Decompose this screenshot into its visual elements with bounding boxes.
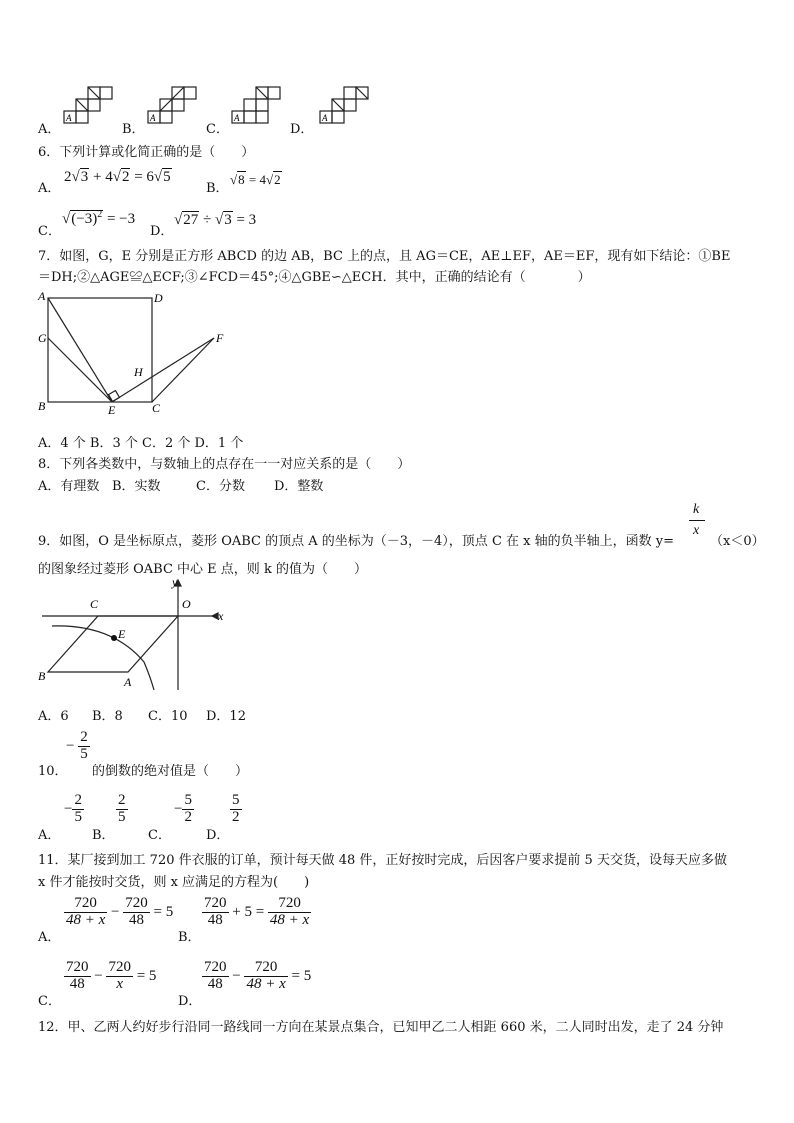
q9-label-x: x	[218, 609, 224, 623]
q9-option-d: D．12	[206, 709, 246, 724]
q7-label-f: F	[216, 331, 224, 345]
q9-frac-bar	[689, 520, 705, 521]
q11-line2: x 件才能按时交货，则 x 应满足的方程为( )	[38, 875, 310, 890]
q10-number: 10．	[38, 764, 68, 779]
q10-option-a-frac: − $\frac{2}{5}$	[64, 792, 82, 825]
q10-stem-num: 2	[80, 729, 88, 745]
q9-label-e: E	[118, 627, 126, 641]
q5-option-d-label: D．	[290, 122, 314, 137]
q9-point-e	[111, 635, 117, 641]
q7-line2: ＝DH;②△AGE≌△ECF;③∠FCD＝45°;④△GBE∽△ECH．其中，正确的结论有（ ）	[38, 270, 591, 285]
q10-option-d-frac: $\frac{5}{2}$	[232, 792, 240, 825]
q5-option-b-label: B．	[122, 122, 145, 137]
q9-line1-a: 9．如图，O 是坐标原点，菱形 OABC 的顶点 A 的坐标为（－3，－4），顶点 C 在 x 轴的负半轴上，函数 y=	[38, 534, 674, 549]
q9-frac-k: k	[693, 502, 700, 517]
q11-option-a-eq: $\frac{720}{48 + x}$ − $\frac{720}{48}$ = 5	[66, 895, 174, 928]
q10-option-b-frac: $\frac{2}{5}$	[118, 792, 126, 825]
q7-options: A．4 个 B．3 个 C．2 个 D．1 个	[38, 436, 244, 451]
q11-option-d-eq: $\frac{720}{48}$ − $\frac{720}{48 + x}$ = 5	[204, 959, 312, 992]
q5-net-b-cell-label: A	[150, 113, 156, 123]
q7-label-a: A	[38, 289, 46, 303]
q7-label-c: C	[152, 401, 161, 415]
q6-option-b-label: B．	[206, 181, 229, 196]
q10-stem-tail: 的倒数的绝对值是（ ）	[92, 764, 249, 779]
q5-net-a	[60, 85, 116, 127]
q5-net-d-cell-label: A	[322, 113, 328, 123]
q6-option-d-expr: √27 ÷ √3 = 3	[174, 212, 257, 228]
q6-option-c-label: C．	[38, 224, 61, 239]
q9-option-b: B．8	[92, 709, 123, 724]
q11-option-c-label: C．	[38, 994, 61, 1009]
q11-option-a-label: A．	[38, 930, 61, 945]
q7-label-b: B	[38, 399, 46, 413]
q8-option-a: A．有理数	[38, 479, 100, 494]
q10-stem-fraction	[66, 730, 90, 763]
q10-option-c-label: C．	[148, 828, 171, 843]
q5-net-d	[316, 85, 372, 127]
q10-option-a-label: A．	[38, 828, 61, 843]
q6-option-a-expr: 2√3 + 4√2 = 6√5	[64, 169, 171, 185]
q7-label-e: E	[108, 403, 116, 417]
q8-option-d: D．整数	[274, 479, 324, 494]
q9-line1-b: （x＜0）	[710, 534, 765, 549]
q11-line1: 11．某厂接到加工 720 件衣服的订单，预计每天做 48 件，正好按时完成，后因客户要求提前 5 天交货，设每天应多做	[38, 853, 727, 868]
q7-label-h: H	[134, 365, 143, 379]
q9-option-c: C．10	[148, 709, 188, 724]
q5-option-a-label: A．	[38, 122, 61, 137]
q8-stem: 8．下列各类数中，与数轴上的点存在一一对应关系的是（ ）	[38, 457, 411, 472]
q6-stem: 6．下列计算或化简正确的是（ ）	[38, 145, 255, 160]
q10-stem-den: 5	[80, 745, 88, 762]
q10-option-b-label: B．	[92, 828, 115, 843]
q10-stem-sign: −	[66, 737, 75, 754]
q9-label-y: y	[172, 576, 178, 589]
q9-label-b: B	[38, 669, 46, 683]
q5-net-c-cell-label: A	[234, 113, 240, 123]
q10-option-d-label: D．	[206, 828, 230, 843]
q6-option-d-label: D．	[150, 224, 174, 239]
q11-option-b-label: B．	[178, 930, 201, 945]
q9-frac-x: x	[693, 523, 700, 538]
q5-net-a-cell-label: A	[66, 113, 72, 123]
q5-option-c-label: C．	[206, 122, 229, 137]
q11-option-b-eq: $\frac{720}{48}$ + 5 = $\frac{720}{48 + x}$	[204, 895, 310, 928]
q12-line1: 12．甲、乙两人约好步行沿同一路线同一方向在某景点集合，已知甲乙二人相距 660 米，二人同时出发，走了 24 分钟	[38, 1020, 724, 1035]
q7-line1: 7．如图，G，E 分别是正方形 ABCD 的边 AB，BC 上的点，且 AG＝CE，AE⊥EF，AE＝EF，现有如下结论：①BE	[38, 249, 731, 264]
q9-label-a: A	[124, 675, 132, 689]
q7-label-d: D	[154, 291, 163, 305]
q7-square-figure	[32, 288, 232, 418]
q9-rhombus-figure	[32, 576, 232, 694]
q6-option-c-expr: $√(-3)^2 = -3$	[62, 209, 136, 227]
q9-label-o: O	[182, 597, 191, 611]
q11-option-d-label: D．	[178, 994, 202, 1009]
q9-line2: 的图象经过菱形 OABC 中心 E 点，则 k 的值为（ ）	[38, 562, 367, 577]
q11-option-c-eq: $\frac{720}{48}$ − $\frac{720}{x}$ = 5	[66, 959, 157, 992]
q9-option-a: A．6	[38, 709, 69, 724]
q5-net-c	[228, 85, 284, 127]
q7-label-g: G	[38, 331, 47, 345]
q8-option-c: C．分数	[196, 479, 245, 494]
q9-label-c: C	[90, 597, 99, 611]
q6-option-a-label: A．	[38, 181, 61, 196]
q6-option-b-expr: √8 = 4√2	[230, 172, 281, 187]
q10-option-c-frac: − $\frac{5}{2}$	[174, 792, 192, 825]
q5-net-b	[144, 85, 200, 127]
q8-option-b: B．实数	[112, 479, 161, 494]
